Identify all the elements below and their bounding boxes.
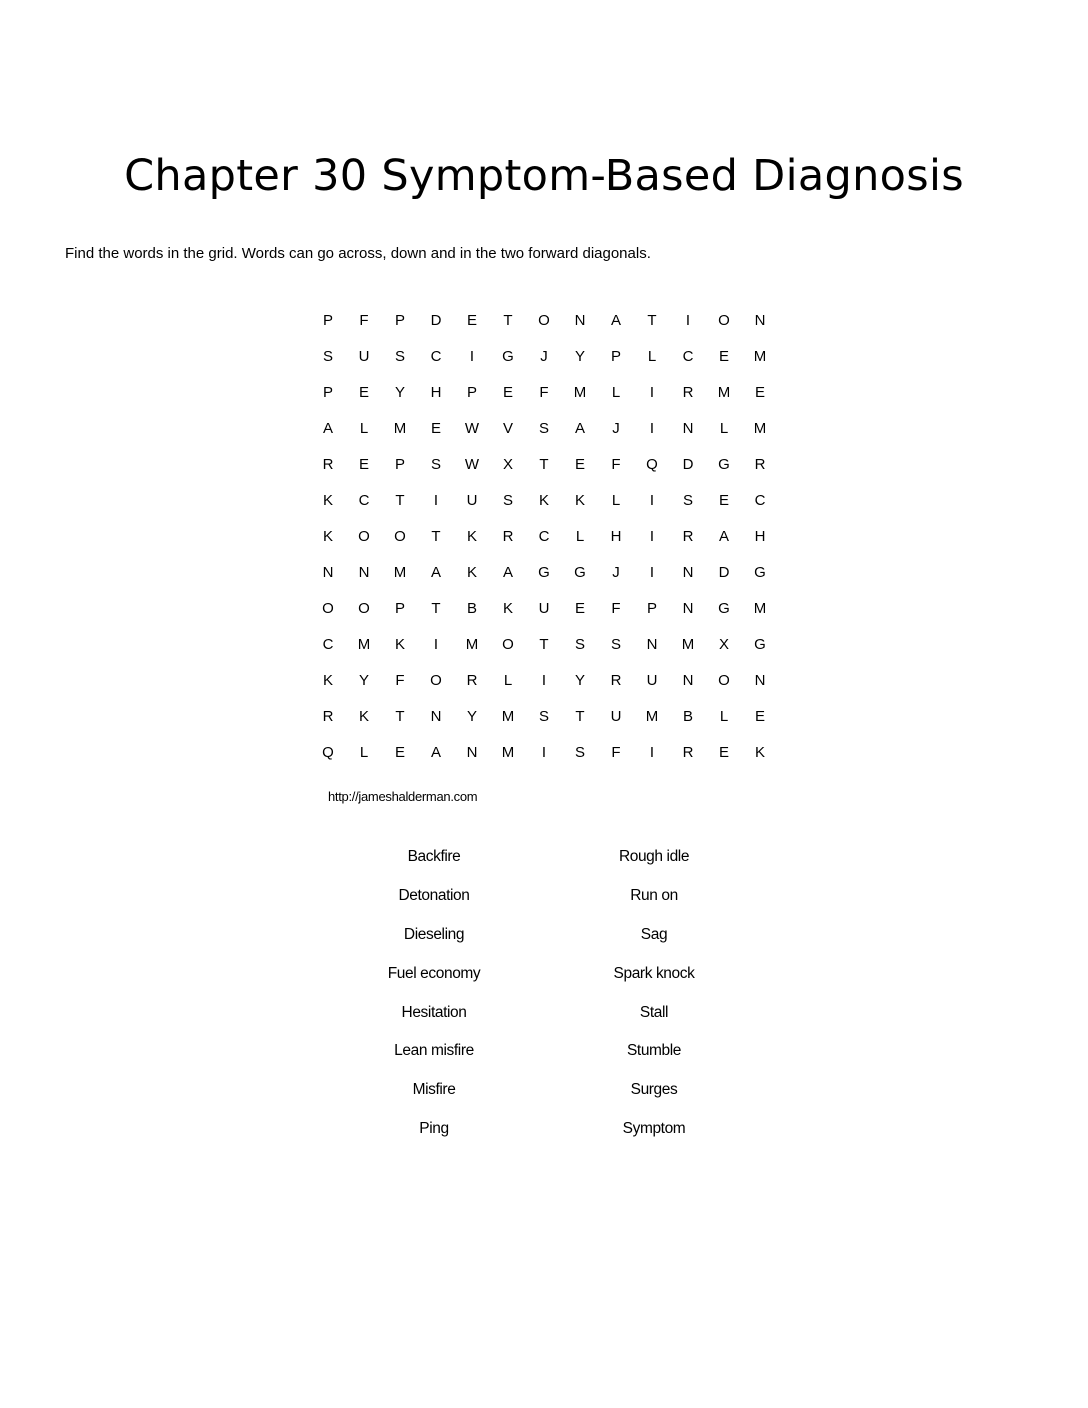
- grid-letter: C: [754, 492, 766, 509]
- grid-letter: M: [465, 636, 479, 653]
- grid-letter: U: [610, 708, 622, 725]
- grid-letter: H: [430, 384, 442, 401]
- grid-letter: E: [466, 312, 477, 329]
- grid-letter: E: [718, 492, 729, 509]
- grid-letter: K: [322, 528, 333, 545]
- grid-letter: K: [466, 528, 477, 545]
- grid-letter: O: [358, 528, 370, 545]
- word-list-left: [314, 838, 554, 1149]
- grid-letter: K: [754, 744, 765, 761]
- grid-letter: N: [754, 672, 766, 689]
- word-list-item: Misfire: [412, 1081, 456, 1099]
- grid-letter: H: [754, 528, 766, 545]
- grid-letter: L: [359, 744, 369, 761]
- grid-letter: D: [430, 312, 442, 329]
- grid-letter: R: [682, 744, 694, 761]
- grid-letter: O: [502, 636, 514, 653]
- grid-letter: N: [682, 600, 694, 617]
- grid-letter: A: [718, 528, 729, 545]
- grid-letter: P: [646, 600, 657, 617]
- grid-letter: I: [649, 420, 655, 437]
- grid-letter: R: [502, 528, 514, 545]
- grid-letter: S: [322, 348, 333, 365]
- grid-letter: O: [718, 312, 730, 329]
- grid-letter: N: [682, 672, 694, 689]
- grid-letter: I: [685, 312, 691, 329]
- grid-letter: Y: [394, 384, 405, 401]
- grid-letter: G: [718, 600, 730, 617]
- grid-letter: M: [753, 420, 767, 437]
- word-list-right: [534, 838, 774, 1149]
- grid-letter: Y: [466, 708, 477, 725]
- grid-letter: B: [466, 600, 477, 617]
- grid-letter: F: [395, 672, 405, 689]
- grid-letter: N: [322, 564, 334, 581]
- grid-letter: M: [753, 600, 767, 617]
- grid-letter: N: [682, 420, 694, 437]
- grid-letter: P: [394, 456, 405, 473]
- grid-letter: S: [394, 348, 405, 365]
- word-list-item: Run on: [630, 886, 678, 904]
- grid-letter: O: [718, 672, 730, 689]
- grid-letter: L: [575, 528, 585, 545]
- grid-letter: S: [538, 708, 549, 725]
- grid-letter: G: [574, 564, 586, 581]
- grid-letter: N: [358, 564, 370, 581]
- grid-letter: B: [682, 708, 693, 725]
- grid-row: [310, 339, 778, 375]
- grid-letter: K: [574, 492, 585, 509]
- word-list-item: Hesitation: [401, 1003, 467, 1021]
- grid-letter: U: [466, 492, 478, 509]
- word-search-grid: [310, 303, 778, 771]
- grid-letter: A: [430, 564, 441, 581]
- grid-letter: S: [682, 492, 693, 509]
- grid-letter: D: [682, 456, 694, 473]
- grid-letter: W: [464, 420, 480, 437]
- grid-row: [310, 591, 778, 627]
- grid-letter: E: [754, 708, 765, 725]
- grid-letter: N: [646, 636, 658, 653]
- grid-letter: I: [649, 492, 655, 509]
- grid-letter: T: [539, 636, 549, 653]
- word-list-item: Symptom: [622, 1120, 686, 1138]
- word-list-item: Dieseling: [403, 925, 465, 943]
- grid-letter: M: [501, 708, 515, 725]
- grid-letter: E: [358, 456, 369, 473]
- grid-row: [310, 663, 778, 699]
- grid-row: [310, 519, 778, 555]
- grid-letter: F: [359, 312, 369, 329]
- grid-letter: J: [612, 564, 620, 581]
- grid-letter: T: [431, 600, 441, 617]
- grid-letter: T: [539, 456, 549, 473]
- grid-letter: C: [538, 528, 550, 545]
- grid-letter: U: [358, 348, 370, 365]
- page-title: Chapter 30 Symptom-Based Diagnosis: [124, 151, 964, 201]
- grid-letter: M: [645, 708, 659, 725]
- instructions-text: Find the words in the grid. Words can go across, down and in the two forward diagonals.: [65, 245, 651, 262]
- grid-letter: P: [394, 600, 405, 617]
- grid-letter: K: [466, 564, 477, 581]
- grid-letter: O: [358, 600, 370, 617]
- grid-letter: S: [502, 492, 513, 509]
- grid-letter: U: [646, 672, 658, 689]
- grid-row: [310, 699, 778, 735]
- grid-letter: I: [433, 636, 439, 653]
- grid-letter: I: [541, 744, 547, 761]
- word-list-item: Sag: [640, 925, 668, 943]
- grid-letter: R: [682, 384, 694, 401]
- word-list-item: Ping: [419, 1120, 449, 1138]
- grid-letter: F: [539, 384, 549, 401]
- word-list-item: Surges: [630, 1081, 678, 1099]
- grid-letter: O: [430, 672, 442, 689]
- grid-letter: N: [574, 312, 586, 329]
- grid-letter: C: [430, 348, 442, 365]
- grid-letter: V: [502, 420, 513, 437]
- grid-letter: J: [540, 348, 548, 365]
- grid-letter: G: [754, 636, 766, 653]
- grid-letter: E: [358, 384, 369, 401]
- grid-letter: Q: [646, 456, 658, 473]
- grid-letter: A: [610, 312, 621, 329]
- grid-letter: E: [574, 600, 585, 617]
- grid-letter: M: [501, 744, 515, 761]
- grid-letter: E: [502, 384, 513, 401]
- grid-letter: W: [464, 456, 480, 473]
- word-list-item: Backfire: [407, 848, 461, 865]
- grid-letter: A: [322, 420, 333, 437]
- grid-letter: I: [649, 528, 655, 545]
- grid-letter: P: [610, 348, 621, 365]
- grid-letter: M: [717, 384, 731, 401]
- grid-letter: L: [719, 708, 729, 725]
- grid-letter: G: [538, 564, 550, 581]
- grid-letter: Q: [322, 744, 334, 761]
- grid-letter: Y: [574, 348, 585, 365]
- grid-letter: L: [647, 348, 657, 365]
- grid-letter: S: [538, 420, 549, 437]
- word-list-item: Stall: [639, 1003, 669, 1021]
- grid-letter: G: [718, 456, 730, 473]
- grid-letter: N: [754, 312, 766, 329]
- grid-letter: P: [322, 384, 333, 401]
- grid-letter: K: [322, 672, 333, 689]
- grid-letter: N: [682, 564, 694, 581]
- grid-letter: R: [322, 708, 334, 725]
- word-list-item: Spark knock: [613, 964, 695, 982]
- grid-letter: L: [719, 420, 729, 437]
- grid-letter: A: [430, 744, 441, 761]
- grid-letter: M: [681, 636, 695, 653]
- grid-letter: H: [610, 528, 622, 545]
- grid-letter: E: [718, 348, 729, 365]
- grid-row: [310, 627, 778, 663]
- grid-letter: P: [322, 312, 333, 329]
- grid-letter: G: [502, 348, 514, 365]
- grid-letter: E: [718, 744, 729, 761]
- grid-row: [310, 735, 778, 771]
- grid-row: [310, 411, 778, 447]
- grid-row: [310, 447, 778, 483]
- grid-row: [310, 375, 778, 411]
- grid-letter: I: [433, 492, 439, 509]
- grid-letter: T: [431, 528, 441, 545]
- grid-letter: F: [611, 744, 621, 761]
- grid-letter: T: [647, 312, 657, 329]
- grid-letter: G: [754, 564, 766, 581]
- grid-letter: X: [718, 636, 729, 653]
- grid-letter: S: [574, 636, 585, 653]
- grid-letter: R: [466, 672, 478, 689]
- grid-letter: S: [574, 744, 585, 761]
- grid-letter: T: [575, 708, 585, 725]
- grid-letter: C: [682, 348, 694, 365]
- grid-letter: I: [649, 384, 655, 401]
- grid-letter: A: [502, 564, 513, 581]
- grid-letter: L: [359, 420, 369, 437]
- grid-letter: K: [322, 492, 333, 509]
- grid-letter: N: [466, 744, 478, 761]
- grid-letter: I: [541, 672, 547, 689]
- grid-letter: C: [358, 492, 370, 509]
- grid-letter: E: [394, 744, 405, 761]
- word-list-item: Fuel economy: [387, 964, 481, 982]
- grid-letter: Y: [574, 672, 585, 689]
- grid-letter: O: [322, 600, 334, 617]
- grid-letter: R: [682, 528, 694, 545]
- grid-row: [310, 483, 778, 519]
- grid-letter: M: [393, 564, 407, 581]
- grid-letter: K: [538, 492, 549, 509]
- grid-letter: T: [395, 492, 405, 509]
- grid-row: [310, 555, 778, 591]
- grid-letter: D: [718, 564, 730, 581]
- grid-letter: P: [466, 384, 477, 401]
- grid-letter: R: [322, 456, 334, 473]
- word-list-item: Detonation: [398, 886, 470, 904]
- word-list-item: Rough idle: [618, 848, 690, 865]
- grid-letter: O: [394, 528, 406, 545]
- grid-letter: I: [649, 744, 655, 761]
- grid-letter: T: [395, 708, 405, 725]
- grid-letter: Y: [358, 672, 369, 689]
- grid-letter: L: [611, 492, 621, 509]
- grid-letter: R: [754, 456, 766, 473]
- grid-letter: F: [611, 600, 621, 617]
- grid-letter: X: [502, 456, 513, 473]
- grid-letter: J: [612, 420, 620, 437]
- grid-letter: F: [611, 456, 621, 473]
- grid-letter: M: [753, 348, 767, 365]
- grid-letter: T: [503, 312, 513, 329]
- grid-letter: N: [430, 708, 442, 725]
- grid-letter: S: [430, 456, 441, 473]
- grid-letter: P: [394, 312, 405, 329]
- grid-letter: S: [610, 636, 621, 653]
- grid-letter: E: [430, 420, 441, 437]
- source-url: http://jameshalderman.com: [328, 789, 478, 804]
- word-list-item: Lean misfire: [394, 1042, 474, 1060]
- grid-letter: M: [393, 420, 407, 437]
- grid-letter: I: [649, 564, 655, 581]
- grid-row: [310, 303, 778, 339]
- grid-letter: R: [610, 672, 622, 689]
- grid-letter: C: [322, 636, 334, 653]
- grid-letter: A: [574, 420, 585, 437]
- grid-letter: O: [538, 312, 550, 329]
- grid-letter: K: [502, 600, 513, 617]
- grid-letter: K: [394, 636, 405, 653]
- grid-letter: M: [357, 636, 371, 653]
- grid-letter: I: [469, 348, 475, 365]
- grid-letter: E: [754, 384, 765, 401]
- word-list-item: Stumble: [626, 1042, 682, 1060]
- grid-letter: K: [358, 708, 369, 725]
- grid-letter: E: [574, 456, 585, 473]
- grid-letter: M: [573, 384, 587, 401]
- grid-letter: L: [611, 384, 621, 401]
- grid-letter: L: [503, 672, 513, 689]
- grid-letter: U: [538, 600, 550, 617]
